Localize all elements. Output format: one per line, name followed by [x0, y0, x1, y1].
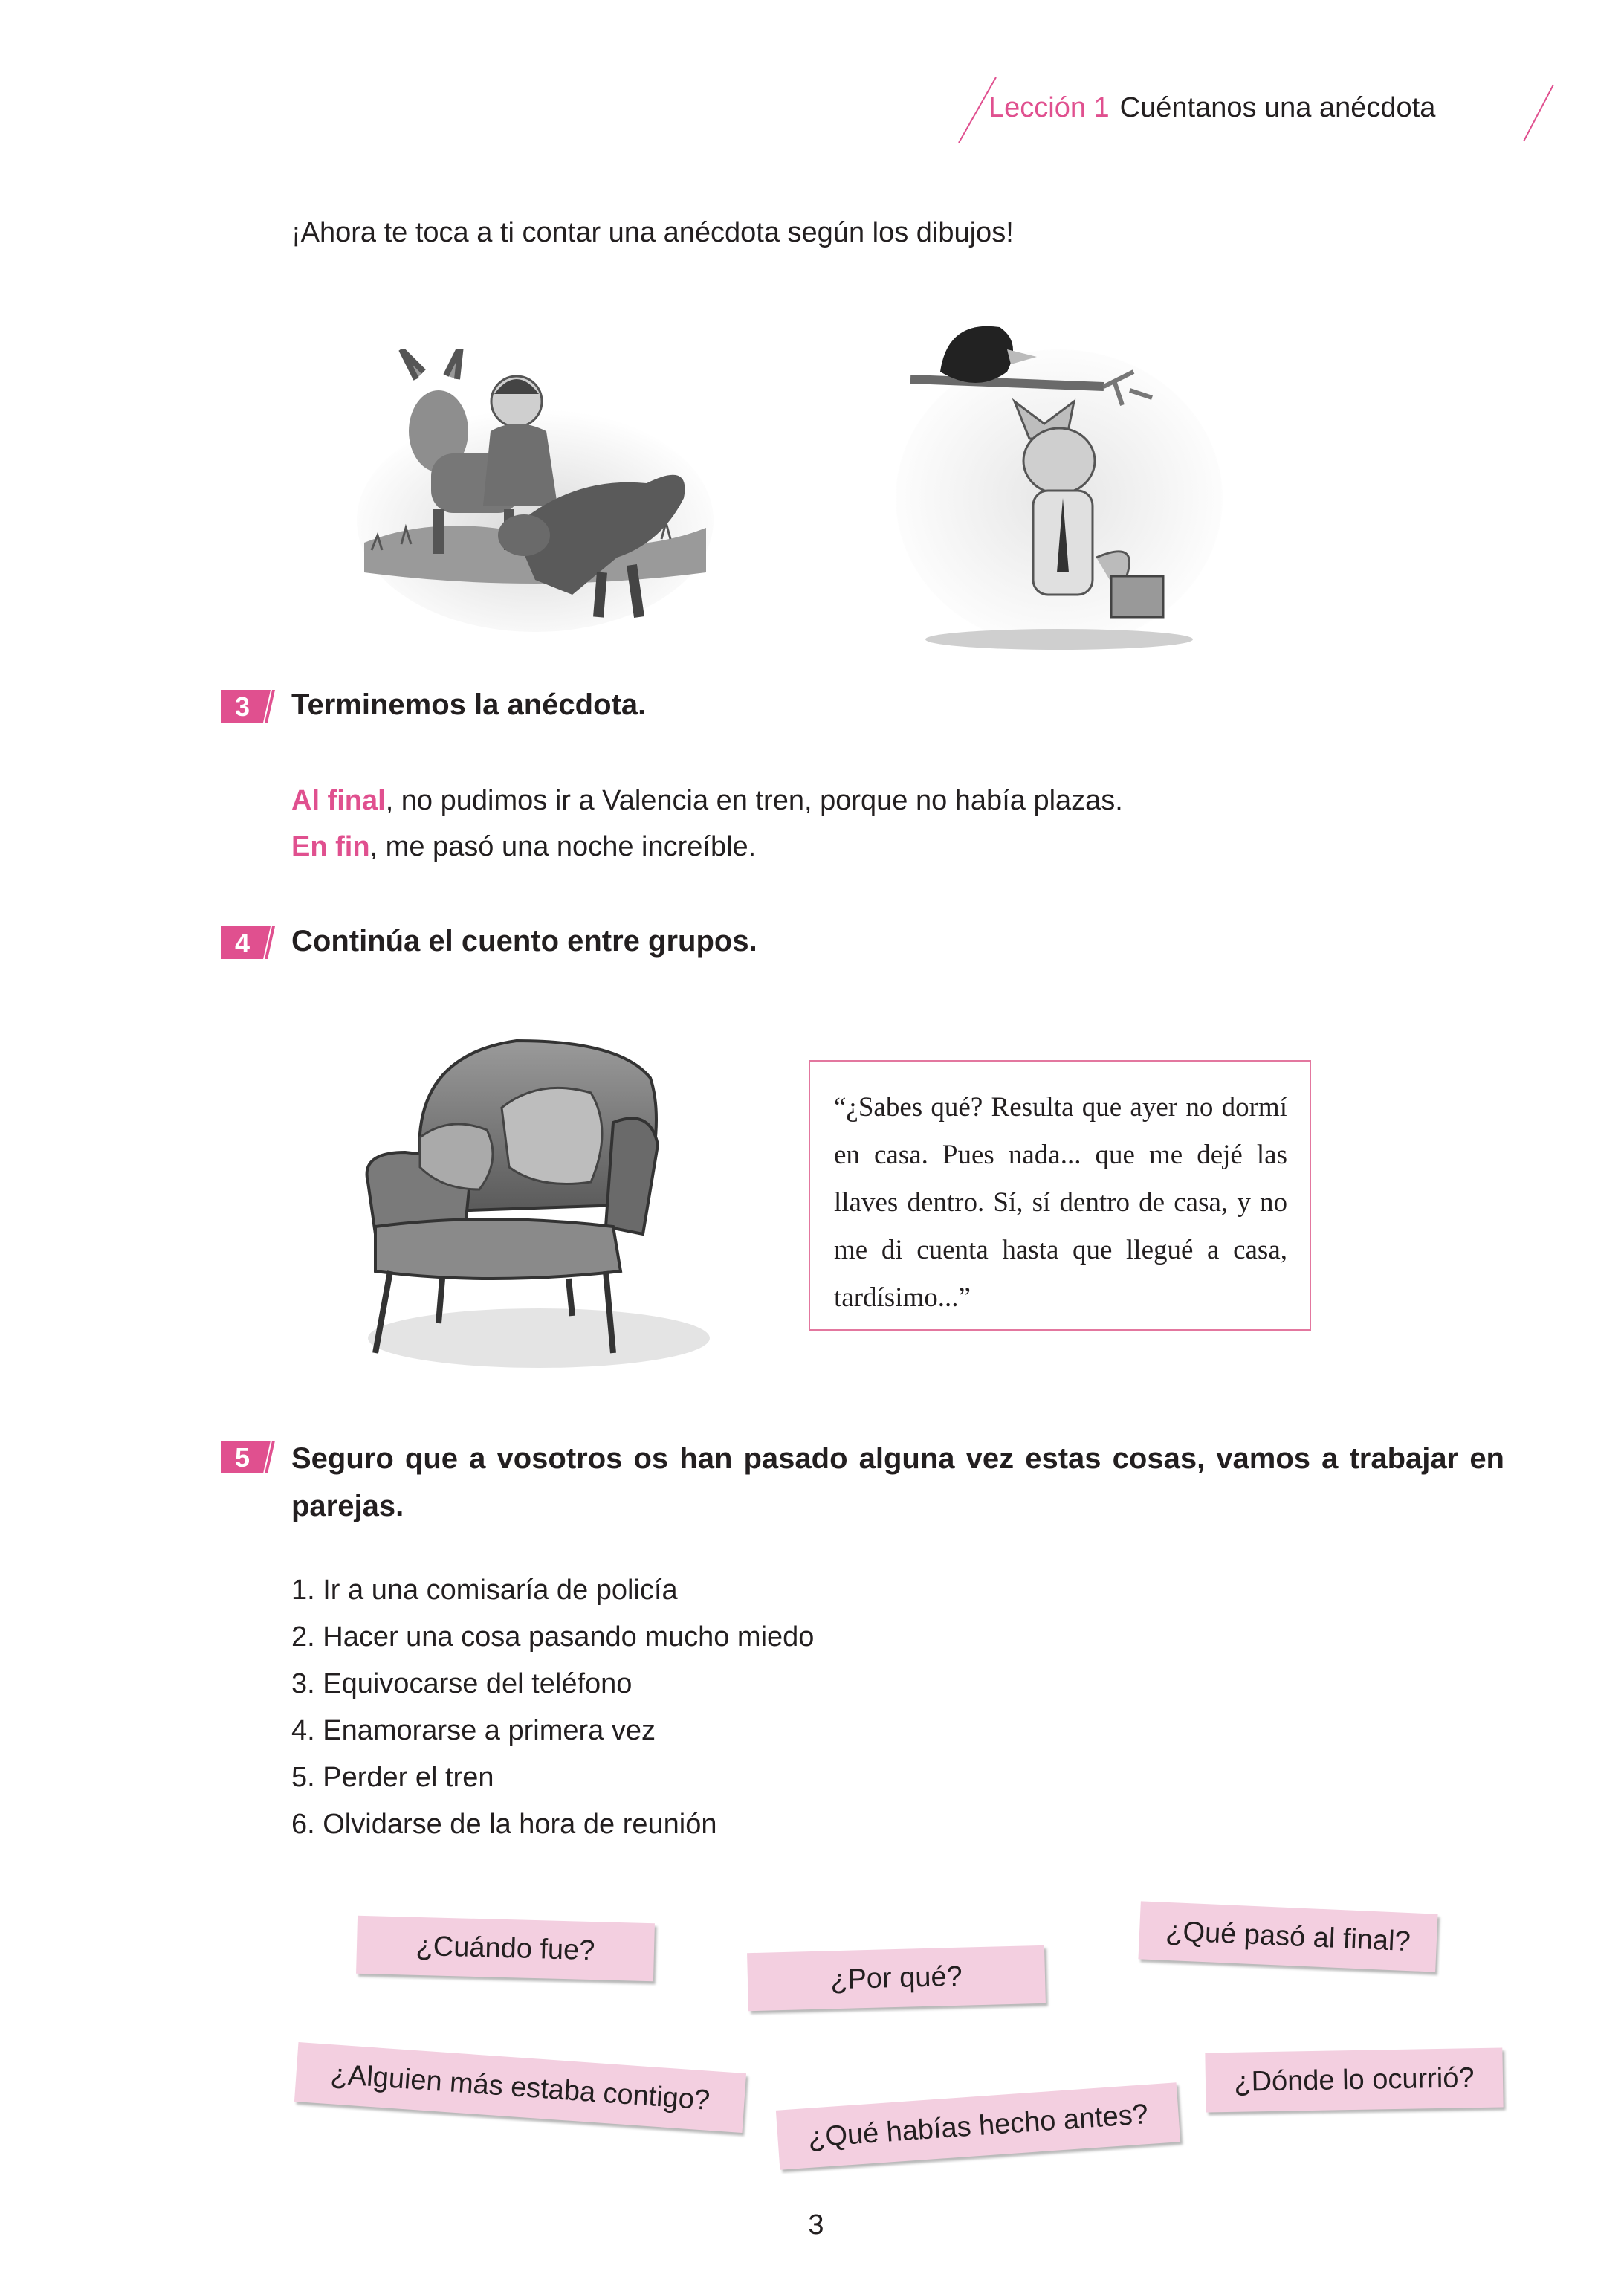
list-item: 4. Enamorarse a primera vez: [291, 1715, 656, 1746]
section-3-line-1: Al final, no pudimos ir a Valencia en tren, porque no había plazas.: [291, 785, 1123, 816]
question-tag-alguien: ¿Alguien más estaba contigo?: [294, 2042, 746, 2133]
crow-fox-illustration: [881, 312, 1223, 654]
question-tag-cuando: ¿Cuándo fue?: [356, 1916, 655, 1981]
armchair-illustration: [294, 1011, 710, 1383]
section-5-title: Seguro que a vosotros os han pasado alguna vez estas cosas, vamos a trabajar en parejas.: [291, 1442, 1504, 1522]
highlight-en-fin: En fin: [291, 831, 370, 862]
donkey-wolf-illustration: [349, 349, 721, 639]
list-item: 6. Olvidarse de la hora de reunión: [291, 1809, 717, 1840]
quote-text: “¿Sabes qué? Resulta que ayer no dormí en casa. Pues nada... que me dejé las llaves dentro. Sí, sí dentro de casa, y no me di cuenta hasta que llegué a casa, tardísimo...”: [834, 1092, 1287, 1313]
lesson-label: Lección 1: [989, 92, 1110, 123]
question-tag-que-habias: ¿Qué habías hecho antes?: [776, 2082, 1180, 2169]
list-item: 1. Ir a una comisaría de policía: [291, 1575, 678, 1606]
question-tag-por-que: ¿Por qué?: [747, 1945, 1046, 2011]
question-tag-donde: ¿Dónde lo ocurrió?: [1205, 2048, 1503, 2113]
section-5-number: 5: [221, 1441, 275, 1473]
page-header: [936, 74, 1561, 164]
page-number: 3: [808, 2209, 824, 2241]
section-4-title: Continúa el cuento entre grupos.: [291, 925, 757, 958]
list-item: 5. Perder el tren: [291, 1762, 494, 1793]
highlight-al-final: Al final: [291, 785, 386, 816]
section-4-number: 4: [221, 926, 275, 959]
question-tag-que-paso: ¿Qué pasó al final?: [1138, 1901, 1437, 1972]
situations-list: [291, 1575, 814, 1856]
list-item: 3. Equivocarse del teléfono: [291, 1668, 633, 1699]
list-item: 2. Hacer una cosa pasando mucho miedo: [291, 1621, 815, 1653]
quote-box: [809, 1060, 1311, 1331]
section-3-title: Terminemos la anécdota.: [291, 688, 647, 721]
intro-text: ¡Ahora te toca a ti contar una anécdota según los dibujos!: [291, 217, 1014, 248]
section-3-line-2: En fin, me pasó una noche increíble.: [291, 831, 757, 862]
lesson-title: Cuéntanos una anécdota: [1119, 92, 1436, 123]
section-3-number: 3: [221, 690, 275, 723]
